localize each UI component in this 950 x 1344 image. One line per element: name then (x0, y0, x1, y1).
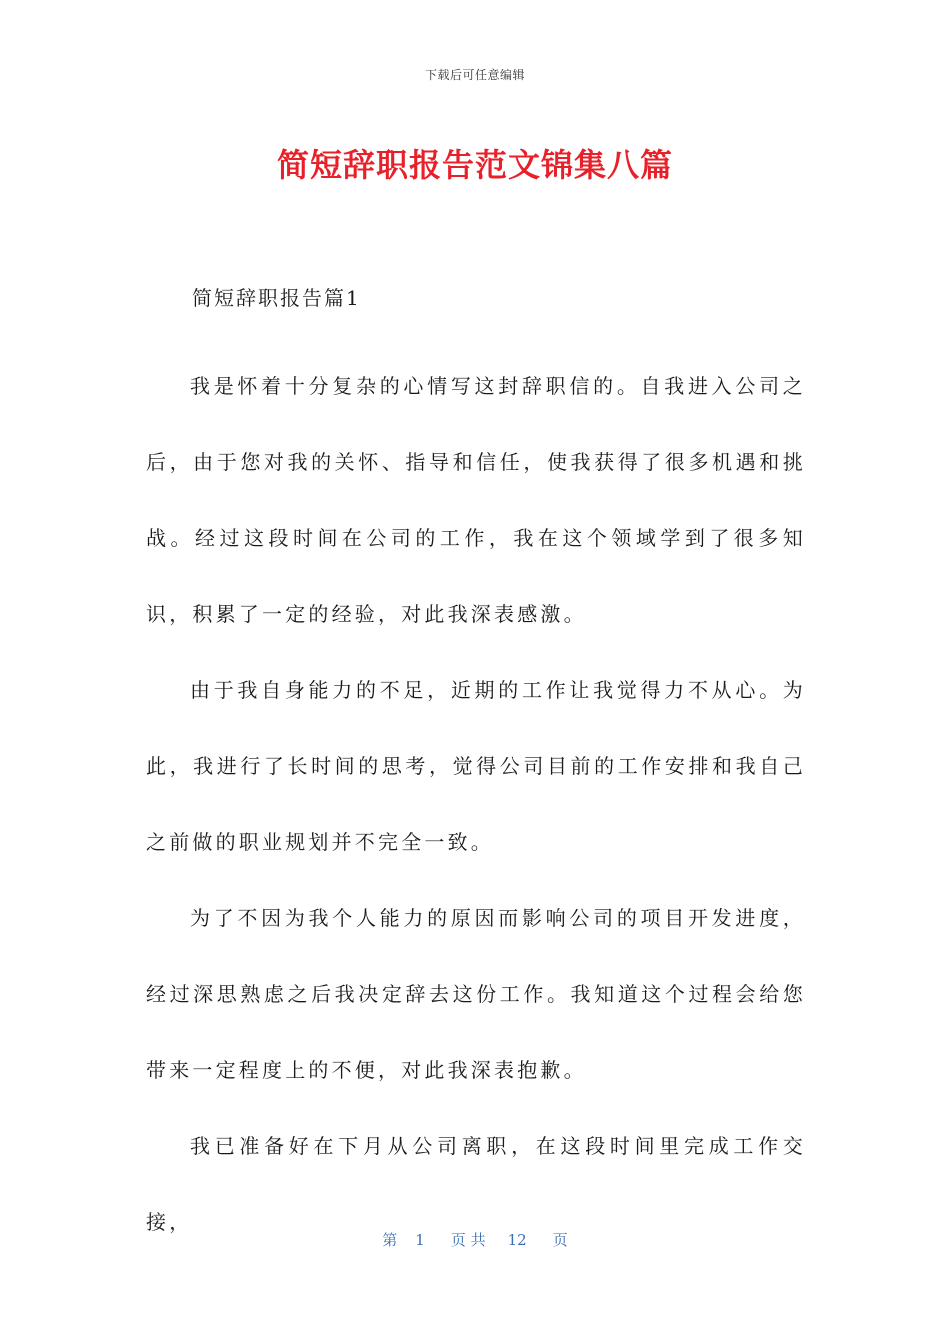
section-heading: 简短辞职报告篇1 (192, 286, 361, 310)
page-prefix: 第 (382, 1231, 398, 1249)
paragraph: 为了不因为我个人能力的原因而影响公司的项目开发进度，经过深思熟虑之后我决定辞去这份工作。我知道这个过程会给您带来一定程度上的不便，对此我深表抱歉。 (146, 906, 806, 1082)
page-mid: 页 共 (450, 1231, 486, 1249)
page-suffix: 页 (552, 1231, 568, 1249)
paragraph: 我是怀着十分复杂的心情写这封辞职信的。自我进入公司之后，由于您对我的关怀、指导和信任，使我获得了很多机遇和挑战。经过这段时间在公司的工作，我在这个领域学到了很多知识，积累了一定的经验，对此我深表感激。 (146, 374, 806, 626)
document-title: 简短辞职报告范文锦集八篇 (276, 146, 673, 184)
paragraph: 由于我自身能力的不足，近期的工作让我觉得力不从心。为此，我进行了长时间的思考，觉得公司目前的工作安排和我自己之前做的职业规划并不完全一致。 (146, 678, 806, 854)
page-current: 1 (415, 1231, 425, 1249)
document-body (146, 280, 806, 1260)
page-number-footer (0, 1229, 950, 1250)
page-total: 12 (507, 1231, 527, 1249)
paragraph: 我已准备好在下月从公司离职，在这段时间里完成工作交接， (146, 1134, 806, 1234)
header-note: 下载后可任意编辑 (424, 68, 525, 82)
